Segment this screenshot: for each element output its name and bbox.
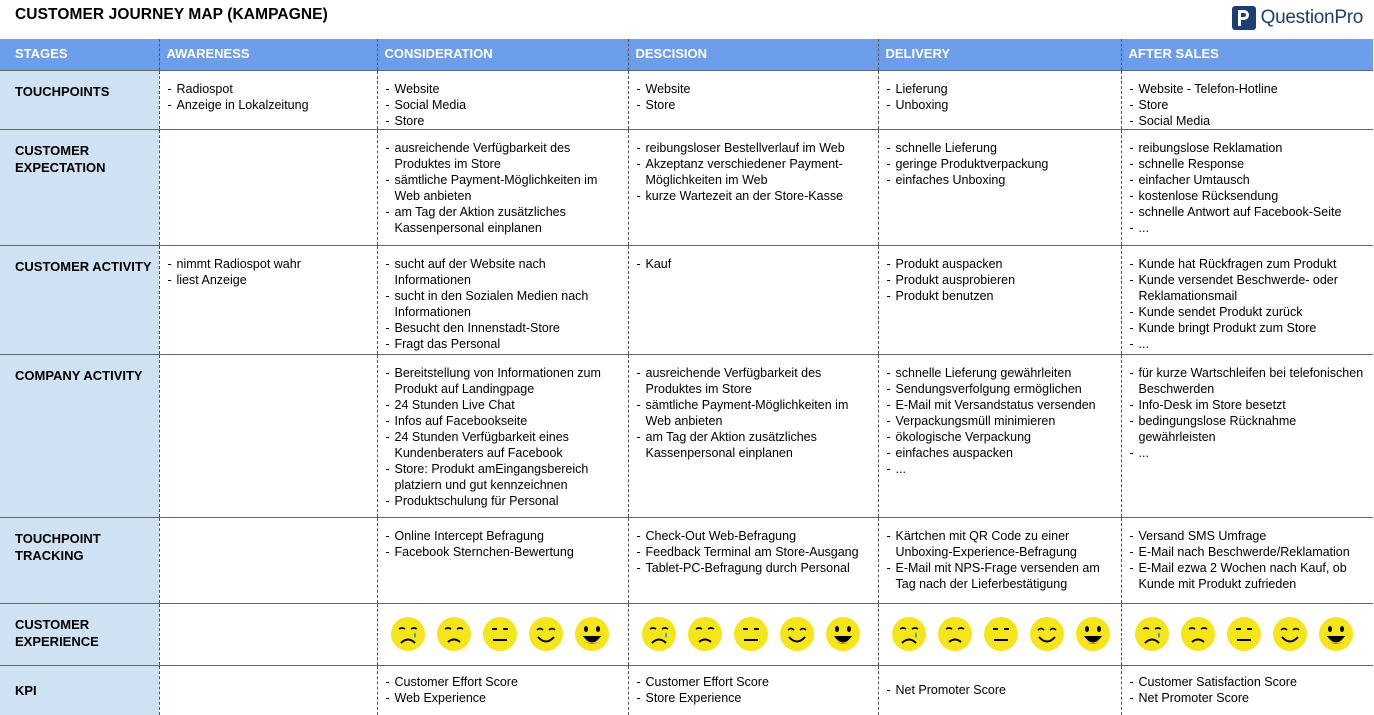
neutral-face-icon	[983, 616, 1019, 652]
neutral-face-icon	[482, 616, 518, 652]
bullet-list	[637, 256, 872, 272]
list-item: - Kunde sendet Produkt zurück	[1130, 304, 1368, 320]
list-item: - Website	[386, 81, 622, 97]
cell-after-sales	[1121, 70, 1373, 129]
bullet-list	[637, 81, 872, 113]
list-item: - Check-Out Web-Befragung	[637, 528, 872, 544]
list-item: - Verpackungsmüll minimieren	[887, 413, 1115, 429]
list-item: - Kärtchen mit QR Code zu einer Unboxing-Experience-Befragung	[887, 528, 1115, 560]
list-item: - Feedback Terminal am Store-Ausgang	[637, 544, 872, 560]
bullet-list	[1130, 81, 1368, 129]
cell-consideration	[377, 517, 628, 603]
cell-awareness	[159, 129, 377, 245]
list-item: - ökologische Verpackung	[887, 429, 1115, 445]
cell-consideration	[377, 665, 628, 715]
sad-face-icon	[1180, 616, 1216, 652]
grinning-face-icon	[574, 616, 610, 652]
header-stages: STAGES	[0, 39, 159, 70]
list-item: - Sendungsverfolgung ermöglichen	[887, 381, 1115, 397]
list-item: - 24 Stunden Verfügbarkeit eines Kundenberaters auf Facebook	[386, 429, 622, 461]
bullet-list	[386, 674, 622, 706]
grinning-face-icon	[1318, 616, 1354, 652]
crying-face-icon	[390, 616, 426, 652]
smiling-face-icon	[1272, 616, 1308, 652]
list-item: - Info-Desk im Store besetzt	[1130, 397, 1368, 413]
list-item: - Kunde bringt Produkt zum Store	[1130, 320, 1368, 336]
list-item: - E-Mail mit NPS-Frage versenden am Tag nach der Lieferbestätigung	[887, 560, 1115, 592]
list-item: - Store	[1130, 97, 1368, 113]
smiling-face-icon	[779, 616, 815, 652]
cell-consideration	[377, 129, 628, 245]
journey-map-table	[0, 39, 1373, 715]
list-item: - Fragt das Personal	[386, 336, 622, 352]
bullet-list	[637, 365, 872, 461]
cell-decision	[628, 129, 878, 245]
list-item: - Produktschulung für Personal	[386, 493, 622, 509]
cell-decision	[628, 517, 878, 603]
bullet-list	[637, 140, 872, 204]
cell-consideration	[377, 354, 628, 517]
list-item: - Customer Effort Score	[386, 674, 622, 690]
list-item: - Store	[637, 97, 872, 113]
row-label: CUSTOMER EXPECTATION	[0, 129, 159, 245]
list-item: - Akzeptanz verschiedener Payment-Möglichkeiten im Web	[637, 156, 872, 188]
list-item: - sucht auf der Website nach Informationen	[386, 256, 622, 288]
cell-after-sales	[1121, 245, 1373, 354]
cell-consideration	[377, 603, 628, 665]
cell-after-sales	[1121, 603, 1373, 665]
row-label: TOUCHPOINT TRACKING	[0, 517, 159, 603]
row-customer-activity	[0, 245, 1373, 354]
list-item: - Web Experience	[386, 690, 622, 706]
list-item: - ausreichende Verfügbarkeit des Produktes im Store	[386, 140, 622, 172]
bullet-list	[637, 674, 872, 706]
list-item: - Lieferung	[887, 81, 1115, 97]
questionpro-logo[interactable]	[1232, 4, 1363, 32]
list-item: - Online Intercept Befragung	[386, 528, 622, 544]
cell-decision	[628, 665, 878, 715]
list-item: - schnelle Response	[1130, 156, 1368, 172]
cell-awareness	[159, 245, 377, 354]
list-item: - sämtliche Payment-Möglichkeiten im Web anbieten	[637, 397, 872, 429]
list-item: - ...	[887, 461, 1115, 477]
list-item: - am Tag der Aktion zusätzliches Kassenpersonal einplanen	[637, 429, 872, 461]
bullet-list	[887, 682, 1115, 698]
list-item: - Kunde versendet Beschwerde- oder Reklamationsmail	[1130, 272, 1368, 304]
list-item: - Versand SMS Umfrage	[1130, 528, 1368, 544]
list-item: - Tablet-PC-Befragung durch Personal	[637, 560, 872, 576]
cell-awareness	[159, 517, 377, 603]
bullet-list	[1130, 365, 1368, 461]
header-awareness: AWARENESS	[159, 39, 377, 70]
header-consideration: CONSIDERATION	[377, 39, 628, 70]
list-item: - liest Anzeige	[168, 272, 371, 288]
cell-decision	[628, 245, 878, 354]
list-item: - bedingungslose Rücknahme gewährleisten	[1130, 413, 1368, 445]
list-item: - ...	[1130, 336, 1368, 352]
list-item: - Produkt auspacken	[887, 256, 1115, 272]
cell-delivery	[878, 517, 1121, 603]
list-item: - Website	[637, 81, 872, 97]
bullet-list	[887, 256, 1115, 304]
cell-delivery	[878, 245, 1121, 354]
list-item: - Besucht den Innenstadt-Store	[386, 320, 622, 336]
list-item: - Produkt benutzen	[887, 288, 1115, 304]
list-item: - Customer Satisfaction Score	[1130, 674, 1368, 690]
list-item: - geringe Produktverpackung	[887, 156, 1115, 172]
list-item: - Radiospot	[168, 81, 371, 97]
cell-after-sales	[1121, 129, 1373, 245]
row-label: CUSTOMER EXPERIENCE	[0, 603, 159, 665]
list-item: - reibungsloser Bestellverlauf im Web	[637, 140, 872, 156]
list-item: - schnelle Lieferung	[887, 140, 1115, 156]
stages-header-row	[0, 39, 1373, 70]
list-item: - Produkt ausprobieren	[887, 272, 1115, 288]
bullet-list	[1130, 256, 1368, 352]
cell-after-sales	[1121, 354, 1373, 517]
cell-after-sales	[1121, 517, 1373, 603]
list-item: - Kauf	[637, 256, 872, 272]
row-touchpoint-tracking	[0, 517, 1373, 603]
cell-consideration	[377, 245, 628, 354]
list-item: - Social Media	[1130, 113, 1368, 129]
bullet-list	[386, 140, 622, 236]
list-item: - ...	[1130, 445, 1368, 461]
list-item: - einfaches Unboxing	[887, 172, 1115, 188]
list-item: - schnelle Antwort auf Facebook-Seite	[1130, 204, 1368, 220]
bullet-list	[386, 365, 622, 509]
bullet-list	[386, 256, 622, 352]
list-item: - ausreichende Verfügbarkeit des Produktes im Store	[637, 365, 872, 397]
bullet-list	[386, 528, 622, 560]
smiling-face-icon	[528, 616, 564, 652]
list-item: - Net Promoter Score	[887, 682, 1115, 698]
cell-awareness	[159, 603, 377, 665]
cell-delivery	[878, 603, 1121, 665]
cell-delivery	[878, 665, 1121, 715]
list-item: - Store	[386, 113, 622, 129]
neutral-face-icon	[733, 616, 769, 652]
list-item: - E-Mail nach Beschwerde/Reklamation	[1130, 544, 1368, 560]
list-item: - Customer Effort Score	[637, 674, 872, 690]
bullet-list	[386, 81, 622, 129]
row-label: COMPANY ACTIVITY	[0, 354, 159, 517]
cell-awareness	[159, 70, 377, 129]
list-item: - kurze Wartezeit an der Store-Kasse	[637, 188, 872, 204]
list-item: - schnelle Lieferung gewährleiten	[887, 365, 1115, 381]
grinning-face-icon	[1075, 616, 1111, 652]
cell-decision	[628, 354, 878, 517]
list-item: - E-Mail ezwa 2 Wochen nach Kauf, ob Kunde mit Produkt zufrieden	[1130, 560, 1368, 592]
crying-face-icon	[891, 616, 927, 652]
bullet-list	[887, 140, 1115, 188]
experience-faces	[390, 616, 620, 652]
row-touchpoints	[0, 70, 1373, 129]
list-item: - für kurze Wartschleifen bei telefonischen Beschwerden	[1130, 365, 1368, 397]
cell-delivery	[878, 354, 1121, 517]
sad-face-icon	[436, 616, 472, 652]
list-item: - sämtliche Payment-Möglichkeiten im Web anbieten	[386, 172, 622, 204]
bullet-list	[1130, 140, 1368, 236]
cell-decision	[628, 70, 878, 129]
list-item: - Infos auf Facebookseite	[386, 413, 622, 429]
bullet-list	[1130, 528, 1368, 592]
list-item: - sucht in den Sozialen Medien nach Informationen	[386, 288, 622, 320]
list-item: - kostenlose Rücksendung	[1130, 188, 1368, 204]
list-item: - Unboxing	[887, 97, 1115, 113]
header-delivery: DELIVERY	[878, 39, 1121, 70]
experience-faces	[891, 616, 1113, 652]
cell-after-sales	[1121, 665, 1373, 715]
list-item: - ...	[1130, 220, 1368, 236]
list-item: - Kunde hat Rückfragen zum Produkt	[1130, 256, 1368, 272]
row-label: CUSTOMER ACTIVITY	[0, 245, 159, 354]
row-customer-experience	[0, 603, 1373, 665]
list-item: - einfacher Umtausch	[1130, 172, 1368, 188]
list-item: - reibungslose Reklamation	[1130, 140, 1368, 156]
logo-text: QuestionPro	[1260, 7, 1363, 28]
list-item: - Website - Telefon-Hotline	[1130, 81, 1368, 97]
bullet-list	[887, 81, 1115, 113]
list-item: - Social Media	[386, 97, 622, 113]
list-item: - E-Mail mit Versandstatus versenden	[887, 397, 1115, 413]
bullet-list	[168, 81, 371, 113]
questionpro-logo-icon	[1232, 6, 1256, 30]
cell-consideration	[377, 70, 628, 129]
header-after-sales: AFTER SALES	[1121, 39, 1373, 70]
row-label: KPI	[0, 665, 159, 715]
list-item: - Store: Produkt amEingangsbereich platziern und gut kennzeichnen	[386, 461, 622, 493]
list-item: - nimmt Radiospot wahr	[168, 256, 371, 272]
row-kpi	[0, 665, 1373, 715]
bullet-list	[887, 365, 1115, 477]
list-item: - Net Promoter Score	[1130, 690, 1368, 706]
neutral-face-icon	[1226, 616, 1262, 652]
sad-face-icon	[687, 616, 723, 652]
cell-awareness	[159, 354, 377, 517]
header-decision: DESCISION	[628, 39, 878, 70]
cell-delivery	[878, 70, 1121, 129]
bullet-list	[887, 528, 1115, 592]
crying-face-icon	[641, 616, 677, 652]
list-item: - Anzeige in Lokalzeitung	[168, 97, 371, 113]
sad-face-icon	[937, 616, 973, 652]
list-item: - Facebook Sternchen-Bewertung	[386, 544, 622, 560]
row-company-activity	[0, 354, 1373, 517]
experience-faces	[641, 616, 870, 652]
row-customer-expectation	[0, 129, 1373, 245]
list-item: - am Tag der Aktion zusätzliches Kassenpersonal einplanen	[386, 204, 622, 236]
cell-awareness	[159, 665, 377, 715]
list-item: - einfaches auspacken	[887, 445, 1115, 461]
page-title: CUSTOMER JOURNEY MAP (KAMPAGNE)	[15, 6, 328, 23]
grinning-face-icon	[825, 616, 861, 652]
cell-decision	[628, 603, 878, 665]
bullet-list	[168, 256, 371, 288]
list-item: - Bereitstellung von Informationen zum Produkt auf Landingpage	[386, 365, 622, 397]
list-item: - 24 Stunden Live Chat	[386, 397, 622, 413]
row-label: TOUCHPOINTS	[0, 70, 159, 129]
experience-faces	[1134, 616, 1366, 652]
cell-delivery	[878, 129, 1121, 245]
bullet-list	[1130, 674, 1368, 706]
smiling-face-icon	[1029, 616, 1065, 652]
bullet-list	[637, 528, 872, 576]
crying-face-icon	[1134, 616, 1170, 652]
list-item: - Store Experience	[637, 690, 872, 706]
